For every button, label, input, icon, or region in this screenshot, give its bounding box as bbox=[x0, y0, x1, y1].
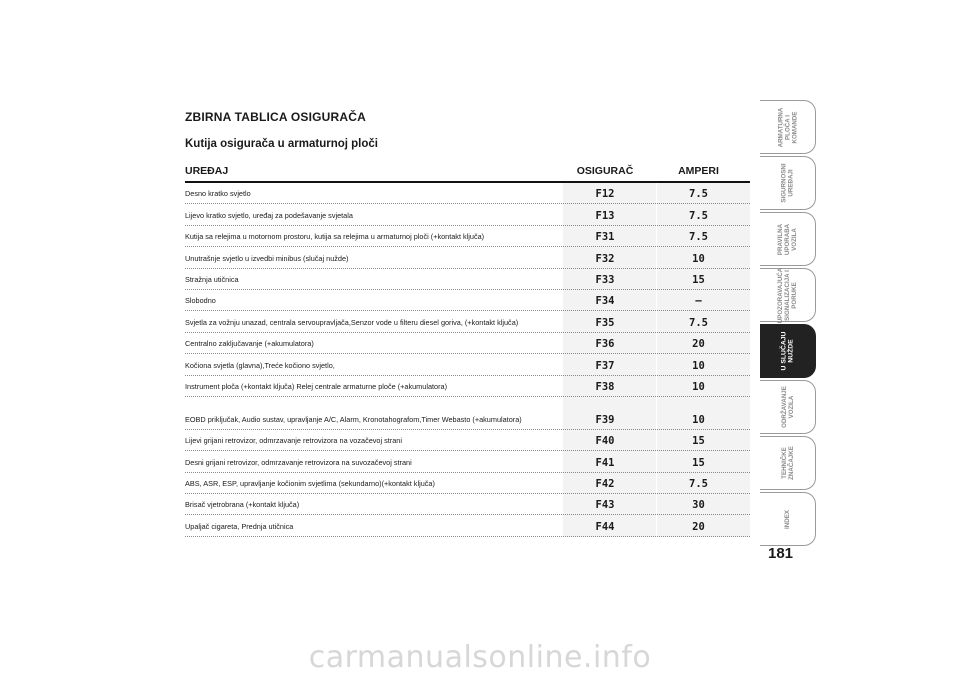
amperes-cell: 15 bbox=[692, 273, 705, 286]
chapter-tab[interactable] bbox=[760, 212, 816, 266]
amperes-cell: 10 bbox=[692, 252, 705, 265]
fuse-cell: F13 bbox=[595, 209, 615, 222]
chapter-tab-label: U SLUČAJU NUŽDE bbox=[780, 331, 795, 371]
device-cell: ABS, ASR, ESP, upravljanje kočionim svjetlima (sekundarno)(+kontakt ključa) bbox=[185, 479, 435, 489]
amperes-cell: 10 bbox=[692, 413, 705, 426]
device-cell: Desni grijani retrovizor, odmrzavanje retrovizora na suvozačevoj strani bbox=[185, 457, 412, 467]
amperes-cell: 10 bbox=[692, 380, 705, 393]
device-cell: Kočiona svjetla (glavna),Treće kočiono svjetlo, bbox=[185, 360, 335, 370]
amperes-cell: 7.5 bbox=[689, 478, 708, 491]
chapter-tab-label: SIGURNOSNI UREĐAJI bbox=[780, 163, 795, 203]
fuse-cell: F34 bbox=[595, 295, 615, 308]
fuse-cell: F42 bbox=[595, 478, 615, 491]
chapter-tab[interactable] bbox=[760, 324, 816, 378]
table-row bbox=[185, 494, 750, 515]
amperes-cell: 7.5 bbox=[689, 188, 708, 201]
device-cell: Stražnja utičnica bbox=[185, 274, 239, 284]
amperes-cell: 10 bbox=[692, 359, 705, 372]
fuse-cell: F37 bbox=[595, 359, 615, 372]
table-row bbox=[185, 397, 750, 430]
device-cell: EOBD priključak, Audio sustav, upravljanje A/C, Alarm, Kronotahografom,Timer Webasto (+akumulatora) bbox=[185, 414, 522, 424]
header-device: UREĐAJ bbox=[185, 165, 229, 177]
fuse-cell: F33 bbox=[595, 273, 615, 286]
table-row bbox=[185, 311, 750, 332]
chapter-tab-label: TEHNIČKE ZNAČAJKE bbox=[780, 446, 795, 480]
chapter-tab-label: INDEX bbox=[783, 509, 791, 529]
device-cell: Desno kratko svjetlo bbox=[185, 189, 251, 199]
device-cell: Lijevi grijani retrovizor, odmrzavanje retrovizora na vozačevoj strani bbox=[185, 436, 402, 446]
table-body bbox=[185, 183, 750, 537]
table-row bbox=[185, 269, 750, 290]
table-row bbox=[185, 204, 750, 225]
amperes-cell: 7.5 bbox=[689, 209, 708, 222]
amperes-cell: 15 bbox=[692, 456, 705, 469]
fuse-cell: F38 bbox=[595, 380, 615, 393]
device-cell: Kutija sa relejima u motornom prostoru, kutija sa relejima u armaturnoj ploči (+kontakt ključa) bbox=[185, 232, 485, 242]
device-cell: Centralno zaključavanje (+akumulatora) bbox=[185, 339, 314, 349]
chapter-tab-label: PRAVILNA UPORABA VOZILA bbox=[776, 223, 798, 255]
table-row bbox=[185, 226, 750, 247]
table-row bbox=[185, 333, 750, 354]
table-row bbox=[185, 183, 750, 204]
chapter-tab[interactable] bbox=[760, 492, 816, 546]
device-cell: Upaljač cigareta, Prednja utičnica bbox=[185, 521, 294, 531]
page-subtitle: Kutija osigurača u armaturnoj ploči bbox=[185, 138, 378, 150]
amperes-cell: 15 bbox=[692, 435, 705, 448]
device-cell: Slobodno bbox=[185, 296, 216, 306]
chapter-tab[interactable] bbox=[760, 380, 816, 434]
table-row bbox=[185, 290, 750, 311]
fuse-cell: F40 bbox=[595, 435, 615, 448]
chapter-tab[interactable] bbox=[760, 100, 816, 154]
chapter-tab[interactable] bbox=[760, 436, 816, 490]
watermark: carmanualsonline.info bbox=[308, 640, 652, 675]
table-row bbox=[185, 473, 750, 494]
fuse-table bbox=[185, 165, 750, 537]
fuse-cell: F41 bbox=[595, 456, 615, 469]
fuse-cell: F32 bbox=[595, 252, 615, 265]
fuse-cell: F31 bbox=[595, 231, 615, 244]
amperes-cell: 20 bbox=[692, 338, 705, 351]
table-row bbox=[185, 451, 750, 472]
chapter-tab[interactable] bbox=[760, 268, 816, 322]
table-row bbox=[185, 354, 750, 375]
chapter-tabs bbox=[760, 100, 816, 548]
fuse-cell: F44 bbox=[595, 520, 615, 533]
device-cell: Svjetla za vožnju unazad, centrala servoupravljača,Senzor vode u filteru diesel goriva, (+kontakt ključa) bbox=[185, 317, 519, 327]
header-amperes: AMPERI bbox=[678, 165, 719, 177]
chapter-tab-label: ARMATURNA PLOČA I KOMANDE bbox=[776, 107, 798, 147]
page-number: 181 bbox=[768, 545, 794, 562]
fuse-cell: F43 bbox=[595, 499, 615, 512]
amperes-cell: 7.5 bbox=[689, 316, 708, 329]
device-cell: Instrument ploča (+kontakt ključa) Relej centrale armaturne ploče (+akumulatora) bbox=[185, 381, 448, 391]
page-title: ZBIRNA TABLICA OSIGURAČA bbox=[185, 110, 367, 124]
fuse-cell: F36 bbox=[595, 338, 615, 351]
table-header bbox=[185, 165, 750, 183]
table-row bbox=[185, 247, 750, 268]
amperes-cell: – bbox=[695, 295, 702, 308]
table-row bbox=[185, 430, 750, 451]
chapter-tab-label: UPOZORAVAJUĆA SIGNALIZACIJA I PORUKE bbox=[777, 267, 798, 323]
amperes-cell: 30 bbox=[692, 499, 705, 512]
device-cell: Unutrašnje svjetlo u izvedbi minibus (slučaj nužde) bbox=[185, 253, 349, 263]
device-cell: Brisač vjetrobrana (+kontakt ključa) bbox=[185, 500, 300, 510]
chapter-tab-label: ODRŽAVANJE VOZILA bbox=[780, 386, 795, 428]
table-row bbox=[185, 376, 750, 397]
fuse-cell: F39 bbox=[595, 413, 615, 426]
table-row bbox=[185, 515, 750, 536]
device-cell: Lijevo kratko svjetlo, uređaj za podešavanje svjetala bbox=[185, 210, 353, 220]
amperes-cell: 7.5 bbox=[689, 231, 708, 244]
fuse-cell: F12 bbox=[595, 188, 615, 201]
fuse-cell: F35 bbox=[595, 316, 615, 329]
chapter-tab[interactable] bbox=[760, 156, 816, 210]
header-fuse: OSIGURAČ bbox=[576, 165, 634, 177]
amperes-cell: 20 bbox=[692, 520, 705, 533]
